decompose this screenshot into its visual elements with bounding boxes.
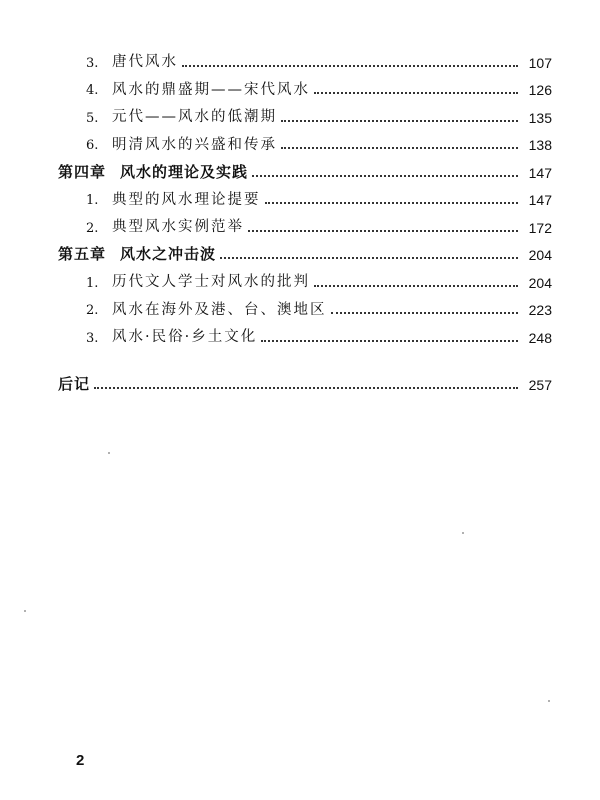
toc-entry-case-examples[interactable]	[58, 207, 552, 235]
chapter-title: 风水的理论及实践	[120, 162, 249, 181]
dot-leader	[281, 147, 518, 149]
toc-entry-yuan-fengshui[interactable]	[58, 97, 552, 125]
section-title: 元代——风水的低潮期	[112, 109, 277, 125]
page-ref: 135	[528, 109, 552, 126]
section-number: 3.	[86, 330, 99, 346]
dot-leader	[261, 340, 518, 342]
page-ref: 126	[528, 82, 552, 98]
toc-entry-folk-culture[interactable]	[58, 317, 552, 345]
section-title: 历代文人学士对风水的批判	[112, 274, 310, 290]
section-number: 2.	[86, 220, 99, 236]
page-ref: 172	[528, 219, 552, 236]
page-ref: 107	[528, 54, 552, 71]
section-title: 风水的鼎盛期——宋代风水	[112, 81, 310, 98]
chapter-number: 第四章	[58, 162, 107, 181]
toc-afterword[interactable]	[58, 365, 552, 393]
toc-entry-song-fengshui[interactable]	[58, 70, 552, 98]
page-ref: 248	[528, 329, 552, 346]
section-number: 5.	[86, 110, 99, 126]
section-number: 3.	[86, 55, 99, 71]
dot-leader	[331, 312, 519, 314]
page-ref: 204	[528, 247, 552, 263]
section-number: 2.	[86, 303, 99, 318]
section-number: 1.	[86, 275, 99, 291]
toc-entry-ming-qing-fengshui[interactable]	[58, 125, 552, 153]
section-title: 唐代风水	[112, 54, 178, 70]
dot-leader	[94, 387, 518, 389]
scan-speck	[108, 452, 110, 454]
page-ref: 147	[528, 192, 552, 208]
page-ref: 257	[528, 377, 552, 393]
toc-chapter-5[interactable]	[58, 235, 552, 263]
table-of-contents	[58, 42, 552, 392]
chapter-title: 风水之冲击波	[120, 245, 217, 263]
section-number: 6.	[86, 138, 99, 153]
toc-entry-scholars-criticism[interactable]	[58, 262, 552, 290]
dot-leader	[220, 257, 518, 259]
page-ref: 147	[528, 164, 552, 181]
section-title: 风水·民俗·乡土文化	[112, 329, 258, 345]
dot-leader	[314, 285, 518, 287]
section-number: 4.	[86, 83, 99, 98]
toc-entry-overseas[interactable]	[58, 290, 552, 318]
page-ref: 138	[528, 137, 552, 153]
page-ref: 223	[528, 302, 552, 318]
dot-leader	[265, 202, 519, 204]
toc-entry-tang-fengshui[interactable]	[58, 42, 552, 70]
page-number: 2	[76, 752, 85, 769]
chapter-number: 第五章	[58, 245, 107, 263]
section-title: 典型的风水理论提要	[112, 191, 261, 208]
section-title: 典型风水实例范举	[112, 219, 244, 235]
toc-chapter-4[interactable]	[58, 152, 552, 180]
scan-speck	[24, 610, 26, 612]
scan-speck	[548, 700, 550, 702]
dot-leader	[314, 92, 518, 94]
dot-leader	[182, 65, 518, 67]
dot-leader	[281, 120, 518, 122]
scan-speck	[462, 532, 464, 534]
dot-leader	[252, 175, 518, 177]
toc-entry-theory-summary[interactable]	[58, 180, 552, 208]
section-number: 1.	[86, 193, 99, 208]
afterword-title: 后记	[58, 375, 91, 393]
section-title: 风水在海外及港、台、澳地区	[112, 301, 327, 318]
section-title: 明清风水的兴盛和传承	[112, 136, 277, 153]
page-ref: 204	[528, 274, 552, 291]
dot-leader	[248, 230, 518, 232]
